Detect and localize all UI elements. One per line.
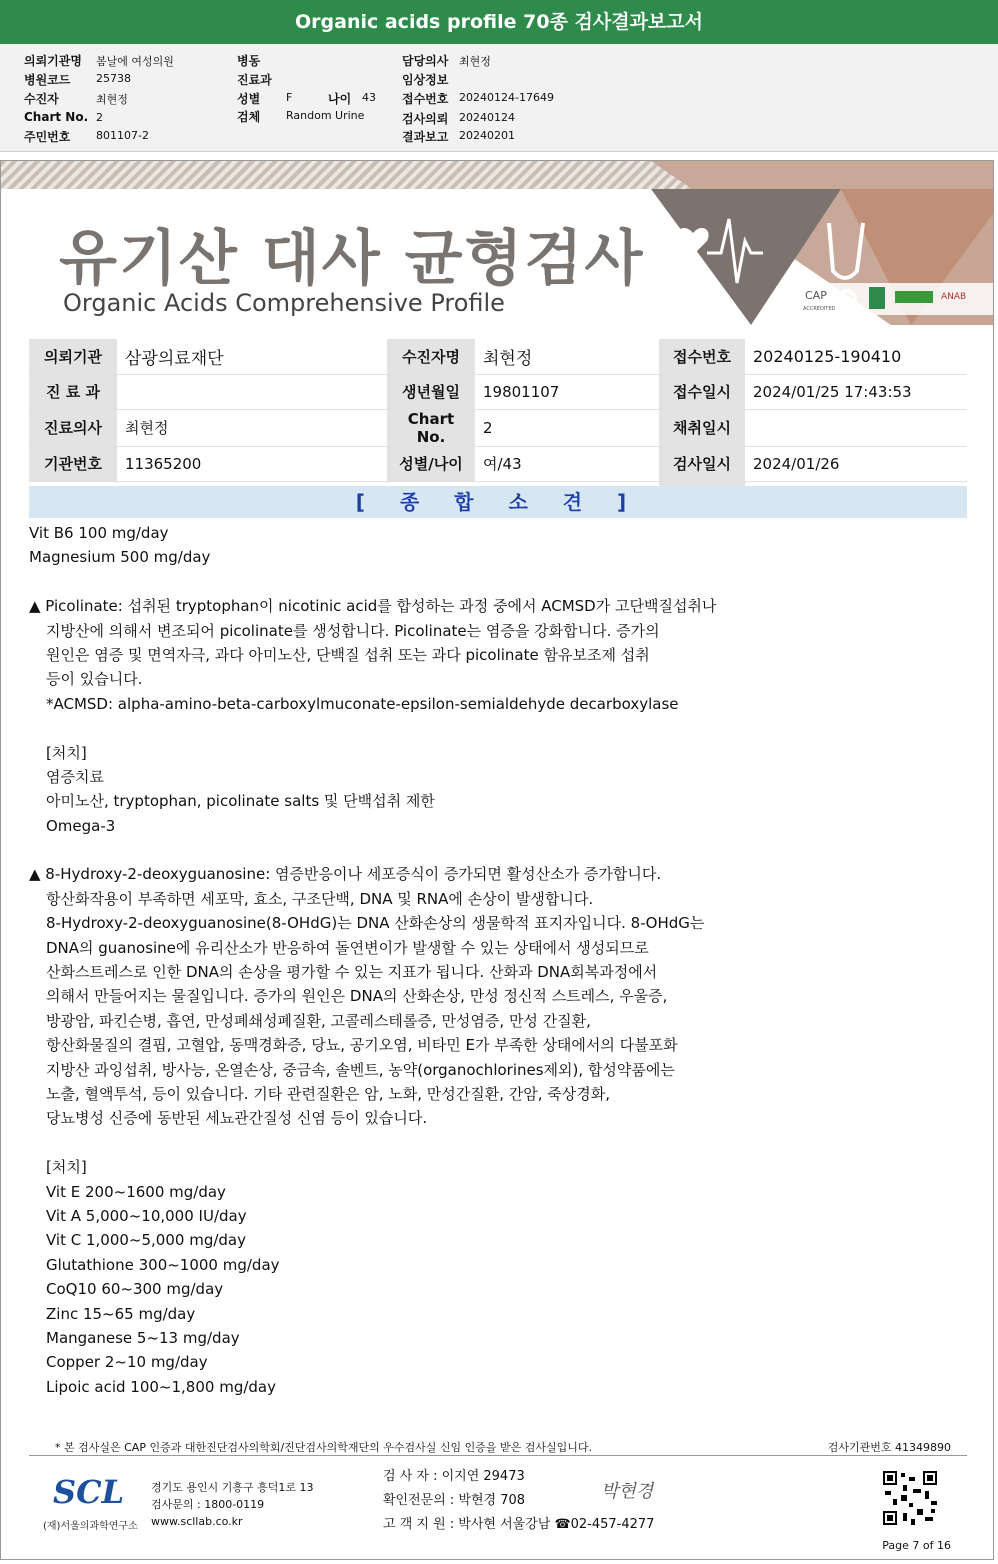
info-value: 20240125-190410: [745, 339, 967, 374]
info-value: 2: [475, 409, 659, 446]
info-label: Chart No.: [387, 409, 475, 446]
customer-support: 고 객 지 원 : 박사현 서울강남 ☎02-457-4277: [383, 1517, 655, 1532]
summary-line: Magnesium 500 mg/day: [29, 548, 211, 567]
summary-line: 의해서 만들어지는 물질입니다. 증가의 원인은 DNA의 산화손상, 만성 정신적 스트레스, 우울증,: [46, 987, 668, 1006]
info-value: 11365200: [117, 446, 387, 481]
summary-line: 지방산 과잉섭취, 방사능, 온열손상, 중금속, 솔벤트, 농약(organochlorines제외), 합성약품에는: [46, 1060, 675, 1079]
lab-address: [151, 1479, 314, 1530]
meta-value: 43: [362, 91, 376, 104]
info-value: 19801107: [475, 374, 659, 409]
meta-label: 담당의사: [402, 54, 449, 68]
scl-logo-caption: (재)서울의과학연구소: [43, 1521, 138, 1532]
summary-line: 원인은 염증 및 면역자극, 과다 아미노산, 단백질 섭취 또는 과다 picolinate 함유보조제 섭취: [46, 645, 650, 664]
summary-line: 등이 있습니다.: [46, 670, 143, 689]
meta-label: 검사의뢰: [402, 112, 449, 126]
report-title-english: Organic Acids Comprehensive Profile: [63, 289, 505, 317]
info-label: 접수번호: [659, 339, 745, 374]
meta-label: 주민번호: [24, 130, 71, 144]
handwritten-signature: 박현경: [601, 1481, 654, 1502]
summary-line: Zinc 15~65 mg/day: [46, 1304, 196, 1323]
summary-line: 노출, 혈액투석, 등이 있습니다. 기타 관련질환은 암, 노화, 만성간질환, 간암, 죽상경화,: [46, 1084, 610, 1103]
meta-value: 최현정: [96, 93, 128, 106]
cap-logo: CAP: [805, 289, 827, 302]
report-header-title: Organic acids profile 70종 검사결과보고서: [0, 0, 998, 44]
report-footer: [1, 1437, 994, 1560]
info-value: 여/43: [475, 446, 659, 481]
summary-line: 지방산에 의해서 변조되어 picolinate를 생성합니다. Picolinate는 염증을 강화합니다. 증가의: [46, 621, 660, 640]
summary-line: 염증치료: [46, 767, 104, 786]
info-label: 생년월일: [387, 374, 475, 409]
meta-label: 임상정보: [402, 73, 449, 87]
summary-line: DNA의 guanosine에 유리산소가 반응하여 돌연변이가 발생할 수 있는 상태에서 생성되므로: [46, 938, 649, 957]
report-title-korean: 유기산 대사 균형검사: [59, 224, 645, 294]
summary-line: Copper 2~10 mg/day: [46, 1353, 208, 1372]
summary-line: *ACMSD: alpha-amino-beta-carboxylmuconate-epsilon-semialdehyde decarboxylase: [46, 694, 679, 713]
meta-label: 검체: [237, 110, 261, 124]
summary-body: [29, 521, 967, 1399]
summary-line: 당뇨병성 신증에 동반된 세뇨관간질성 신염 등이 있습니다.: [46, 1109, 428, 1128]
meta-label: 의뢰기관명: [24, 54, 82, 68]
blank-line: [29, 716, 967, 740]
summary-line: Manganese 5~13 mg/day: [46, 1328, 240, 1347]
info-value: 최현정: [117, 409, 387, 446]
meta-label: 결과보고: [402, 130, 449, 144]
summary-line: 아미노산, tryptophan, picolinate salts 및 단백섭취 제한: [46, 792, 435, 811]
info-label: 진료의사: [29, 409, 117, 446]
info-value: [117, 374, 387, 409]
summary-line: Vit C 1,000~5,000 mg/day: [46, 1231, 246, 1250]
meta-value: 20240124: [459, 111, 515, 124]
blank-line: [29, 1131, 967, 1155]
summary-line: CoQ10 60~300 mg/day: [46, 1280, 224, 1299]
website-link[interactable]: www.scllab.co.kr: [151, 1515, 243, 1528]
address-line: 경기도 용인시 기흥구 흥덕1로 13: [151, 1481, 314, 1494]
info-label: 접수일시: [659, 374, 745, 409]
blank-line: [29, 570, 967, 594]
meta-label: 병원코드: [24, 73, 71, 87]
summary-line: Vit B6 100 mg/day: [29, 524, 169, 542]
blank-line: [29, 838, 967, 862]
lm-logo: [869, 287, 885, 309]
info-label: 기관번호: [29, 446, 117, 481]
report-page: [0, 160, 994, 1560]
info-label: 진 료 과: [29, 374, 117, 409]
summary-line: 항산화물질의 결핍, 고혈압, 동맥경화증, 당뇨, 공기오염, 비타민 E가 부족한 상태에서의 다불포화: [46, 1036, 678, 1055]
banner-graphic: [651, 161, 994, 325]
info-value: [745, 409, 967, 446]
specialist: 확인전문의 : 박현경 708: [383, 1493, 526, 1508]
meta-label: Chart No.: [24, 110, 89, 124]
summary-line: Vit A 5,000~10,000 IU/day: [46, 1206, 247, 1225]
meta-value: 20240124-17649: [459, 91, 554, 104]
page-number: Page 7 of 16: [882, 1539, 951, 1552]
summary-line: Lipoic acid 100~1,800 mg/day: [46, 1377, 276, 1396]
meta-label: 나이: [328, 92, 352, 106]
meta-label: 접수번호: [402, 92, 449, 106]
summary-title: [ 종 합 소 견 ]: [29, 486, 967, 518]
meta-value: 20240201: [459, 129, 515, 142]
phone-line: 검사문의 : 1800-0119: [151, 1498, 265, 1511]
lab-number: 검사기관번호 41349890: [827, 1441, 951, 1454]
info-label: 의뢰기관: [29, 339, 117, 374]
request-meta: [0, 44, 998, 152]
summary-line: 항산화작용이 부족하면 세포막, 효소, 구조단백, DNA 및 RNA에 손상이 발생합니다.: [46, 889, 594, 908]
meta-label: 병동: [237, 54, 261, 68]
anab-logo: ANAB: [941, 292, 967, 302]
meta-value: F: [286, 91, 293, 104]
info-label: 수진자명: [387, 339, 475, 374]
meta-value: 25738: [96, 72, 131, 85]
summary-line: ▲ Picolinate: 섭취된 tryptophan이 nicotinic acid를 합성하는 과정 중에서 ACMSD가 고단백질섭취나: [29, 597, 717, 616]
kfda-logo: [895, 291, 933, 303]
examiner: 검 사 자 : 이지연 29473: [383, 1469, 525, 1484]
info-label: 성별/나이: [387, 446, 475, 481]
info-value: 2024/01/26: [745, 446, 967, 481]
meta-value: 2: [96, 111, 103, 124]
info-value: 최현정: [475, 339, 659, 374]
info-value: 2024/01/25 17:43:53: [745, 374, 967, 409]
summary-line: 산화스트레스로 인한 DNA의 손상을 평가할 수 있는 지표가 됩니다. 산화과 DNA회복과정에서: [46, 963, 658, 982]
info-label: 채취일시: [659, 409, 745, 446]
info-label: 검사일시: [659, 446, 745, 481]
meta-value: 801107-2: [96, 129, 149, 142]
summary-line: 방광암, 파킨슨병, 흡연, 만성폐쇄성폐질환, 고콜레스테롤증, 만성염증, 만성 간질환,: [46, 1011, 591, 1030]
scl-logo: SCL: [53, 1473, 125, 1511]
summary-line: Glutathione 300~1000 mg/day: [46, 1255, 280, 1274]
accreditation-notice: * 본 검사실은 CAP 인증과 대한진단검사의학회/진단검사의학재단의 우수검사실 신임 인증을 받은 검사실입니다.: [55, 1441, 593, 1454]
qr-code-icon: [881, 1469, 939, 1527]
summary-line: ▲ 8-Hydroxy-2-deoxyguanosine: 염증반응이나 세포증식이 증가되면 활성산소가 증가합니다.: [29, 865, 662, 884]
meta-value: 최현정: [459, 55, 491, 68]
meta-label: 진료과: [237, 73, 272, 87]
summary-line: [처치]: [46, 743, 87, 762]
meta-value: Random Urine: [286, 109, 365, 122]
meta-label: 수진자: [24, 92, 59, 106]
summary-line: 8-Hydroxy-2-deoxyguanosine(8-OHdG)는 DNA 산화손상의 생물학적 표지자입니다. 8-OHdG는: [46, 914, 705, 933]
info-value: 삼광의료재단: [117, 339, 387, 374]
cap-logo-caption: ACCREDITED: [803, 306, 836, 312]
summary-line: Vit E 200~1600 mg/day: [46, 1182, 226, 1201]
meta-label: 성별: [237, 92, 261, 106]
footer-divider: [29, 1455, 967, 1456]
summary-line: Omega-3: [46, 816, 116, 835]
meta-value: 봄날에 여성의원: [96, 55, 174, 68]
summary-line: [처치]: [46, 1158, 87, 1177]
